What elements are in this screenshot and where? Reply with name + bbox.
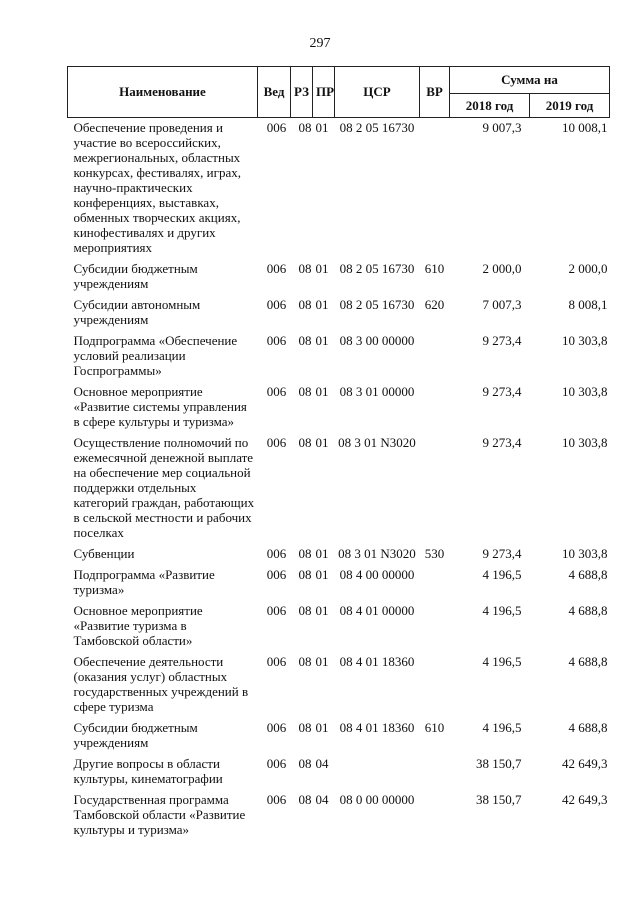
table-row (68, 790, 610, 841)
row-vr (420, 652, 450, 718)
table-row (68, 331, 610, 382)
table-row (68, 433, 610, 544)
row-ved: 006 (266, 603, 287, 618)
row-csr: 08 3 01 00000 (339, 384, 415, 399)
row-pr: 01 (315, 120, 329, 135)
row-ved: 006 (266, 756, 287, 771)
table-row (68, 295, 610, 331)
page-number: 297 (309, 36, 331, 51)
row-amount-2018: 4 196,5 (482, 567, 522, 582)
row-vr (420, 433, 450, 544)
budget-table (67, 66, 610, 841)
row-name: Другие вопросы в области культуры, кинематографии (73, 756, 223, 786)
row-rz: 08 (298, 333, 312, 348)
row-csr: 08 2 05 16730 (339, 261, 415, 276)
row-name: Субвенции (73, 546, 135, 561)
row-pr: 01 (315, 720, 329, 735)
row-amount-2018: 7 007,3 (482, 297, 522, 312)
row-name: Государственная программа Тамбовской области «Развитие культуры и туризма» (73, 792, 246, 837)
row-csr (335, 754, 420, 790)
row-name: Основное мероприятие «Развитие системы управления в сфере культуры и туризма» (73, 384, 247, 429)
row-name: Подпрограмма «Развитие туризма» (73, 567, 215, 597)
row-ved: 006 (266, 546, 287, 561)
table-body (68, 118, 610, 842)
row-rz: 08 (298, 567, 312, 582)
row-pr: 01 (315, 297, 329, 312)
table-row (68, 652, 610, 718)
col-header-sum: Сумма на (450, 67, 610, 94)
row-amount-2018: 4 196,5 (482, 603, 522, 618)
row-pr: 01 (315, 333, 329, 348)
row-csr: 08 4 01 18360 (339, 720, 415, 735)
col-header-year-2019: 2019 год (530, 94, 610, 118)
row-ved: 006 (266, 654, 287, 669)
row-ved: 006 (266, 435, 287, 450)
row-amount-2019: 10 303,8 (562, 435, 608, 450)
row-amount-2019: 4 688,8 (568, 603, 608, 618)
row-rz: 08 (298, 546, 312, 561)
row-amount-2019: 4 688,8 (568, 654, 608, 669)
row-vr: 620 (424, 297, 445, 312)
row-ved: 006 (266, 792, 287, 807)
row-rz: 08 (298, 720, 312, 735)
row-csr: 08 3 00 00000 (339, 333, 415, 348)
row-name: Обеспечение деятельности (оказания услуг) областных государственных учреждений в сфере туризма (73, 654, 249, 714)
row-csr: 08 4 01 00000 (339, 603, 415, 618)
table-row (68, 565, 610, 601)
table-row (68, 382, 610, 433)
row-csr: 08 3 01 N3020 (338, 546, 416, 561)
row-csr: 08 3 01 N3020 (338, 435, 416, 450)
row-amount-2018: 9 273,4 (482, 435, 522, 450)
row-pr: 01 (315, 384, 329, 399)
table-row (68, 544, 610, 565)
row-amount-2019: 42 649,3 (562, 792, 608, 807)
row-ved: 006 (266, 333, 287, 348)
row-pr: 01 (315, 261, 329, 276)
row-ved: 006 (266, 384, 287, 399)
row-rz: 08 (298, 654, 312, 669)
row-rz: 08 (298, 384, 312, 399)
table-row (68, 601, 610, 652)
row-rz: 08 (298, 261, 312, 276)
col-header-year-2018: 2018 год (450, 94, 530, 118)
row-amount-2019: 10 303,8 (562, 384, 608, 399)
row-amount-2018: 9 007,3 (482, 120, 522, 135)
col-header-csr: ЦСР (335, 67, 420, 118)
row-amount-2019: 10 303,8 (562, 333, 608, 348)
row-vr (420, 118, 450, 260)
row-name: Подпрограмма «Обеспечение условий реализации Госпрограммы» (73, 333, 238, 378)
row-amount-2018: 2 000,0 (482, 261, 522, 276)
table-row (68, 718, 610, 754)
row-pr: 01 (315, 435, 329, 450)
row-name: Субсидии бюджетным учреждениям (73, 720, 198, 750)
row-amount-2019: 8 008,1 (568, 297, 608, 312)
row-rz: 08 (298, 792, 312, 807)
row-name: Обеспечение проведения и участие во всероссийских, межрегиональных, областных конкурсах, фестивалях, играх, научно-практических конференциях, выставках, обменных творческих акциях, кинофестивалях и других мероприятиях (73, 120, 241, 255)
row-amount-2019: 4 688,8 (568, 567, 608, 582)
col-header-vr: ВР (420, 67, 450, 118)
row-vr: 610 (424, 261, 445, 276)
row-ved: 006 (266, 720, 287, 735)
row-amount-2018: 4 196,5 (482, 720, 522, 735)
row-amount-2019: 2 000,0 (568, 261, 608, 276)
row-vr (420, 601, 450, 652)
row-rz: 08 (298, 756, 312, 771)
col-header-pr: ПР (313, 67, 335, 118)
col-header-ved: Вед (258, 67, 291, 118)
table-header (68, 67, 610, 118)
row-pr: 04 (315, 756, 329, 771)
table-row (68, 754, 610, 790)
row-amount-2019: 4 688,8 (568, 720, 608, 735)
row-ved: 006 (266, 120, 287, 135)
row-pr: 01 (315, 654, 329, 669)
row-rz: 08 (298, 120, 312, 135)
row-pr: 01 (315, 603, 329, 618)
row-amount-2018: 9 273,4 (482, 333, 522, 348)
row-pr: 04 (315, 792, 329, 807)
row-pr: 01 (315, 546, 329, 561)
row-ved: 006 (266, 567, 287, 582)
row-vr: 530 (424, 546, 445, 561)
col-header-name: Наименование (68, 67, 258, 118)
row-amount-2018: 4 196,5 (482, 654, 522, 669)
row-csr: 08 2 05 16730 (339, 297, 415, 312)
row-amount-2018: 9 273,4 (482, 546, 522, 561)
row-csr: 08 4 01 18360 (339, 654, 415, 669)
row-name: Субсидии автономным учреждениям (73, 297, 201, 327)
table-row (68, 118, 610, 260)
row-csr: 08 0 00 00000 (339, 792, 415, 807)
row-csr: 08 2 05 16730 (339, 120, 415, 135)
row-ved: 006 (266, 261, 287, 276)
row-amount-2018: 38 150,7 (476, 792, 522, 807)
row-amount-2018: 9 273,4 (482, 384, 522, 399)
row-vr (420, 382, 450, 433)
row-amount-2019: 10 008,1 (562, 120, 608, 135)
row-amount-2018: 38 150,7 (476, 756, 522, 771)
row-csr: 08 4 00 00000 (339, 567, 415, 582)
col-header-rz: РЗ (291, 67, 313, 118)
table-row (68, 259, 610, 295)
row-name: Субсидии бюджетным учреждениям (73, 261, 198, 291)
row-rz: 08 (298, 603, 312, 618)
row-amount-2019: 10 303,8 (562, 546, 608, 561)
row-rz: 08 (298, 435, 312, 450)
row-vr (420, 754, 450, 790)
row-rz: 08 (298, 297, 312, 312)
row-vr (420, 331, 450, 382)
row-vr (420, 565, 450, 601)
row-vr (420, 790, 450, 841)
row-pr: 01 (315, 567, 329, 582)
row-name: Основное мероприятие «Развитие туризма в Тамбовской области» (73, 603, 203, 648)
row-ved: 006 (266, 297, 287, 312)
row-amount-2019: 42 649,3 (562, 756, 608, 771)
row-name: Осуществление полномочий по ежемесячной денежной выплате на обеспечение мер социальной поддержки отдельных категорий граждан, работающих в сельской местности и рабочих поселках (73, 435, 255, 540)
row-vr: 610 (424, 720, 445, 735)
